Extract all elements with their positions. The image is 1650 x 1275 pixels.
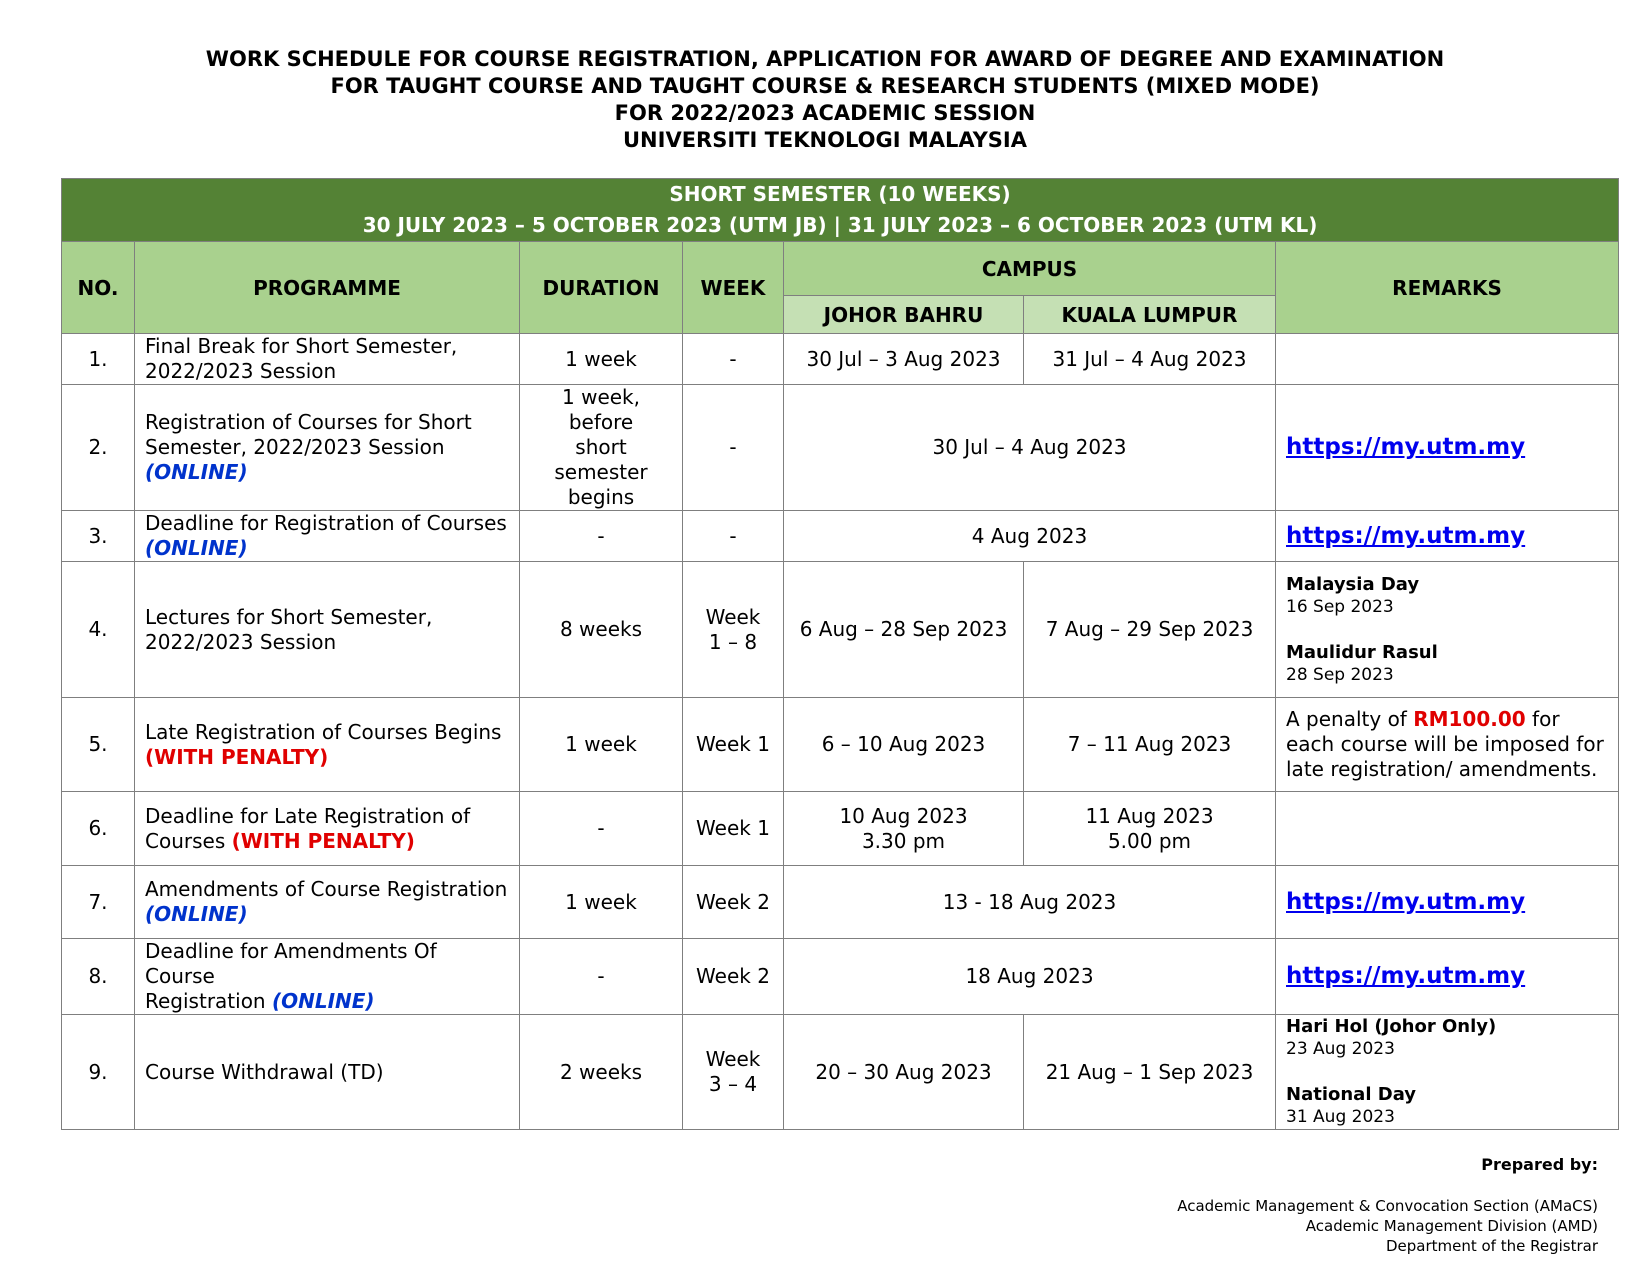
remarks-cell [1276,866,1619,939]
table-row [62,334,1619,385]
table-row [62,562,1619,698]
row-number: 1. [62,334,135,385]
jb-date-cell: 30 Jul – 3 Aug 2023 [784,334,1024,385]
remarks-cell [1276,385,1619,511]
online-tag: (ONLINE) [145,536,248,560]
duration-cell: 1 week [520,698,683,792]
online-tag: (ONLINE) [145,460,248,484]
week-cell: - [683,334,784,385]
jb-date-cell [784,792,1024,866]
programme-text: Deadline for Amendments Of Course [145,939,437,988]
programme-text: Late Registration of Courses Begins [145,719,502,744]
penalty-remark-text: A penalty of [1286,707,1414,731]
remarks-cell [1276,334,1619,385]
holiday-name: National Day [1286,1084,1417,1105]
header-johor-bahru: JOHOR BAHRU [784,296,1024,334]
utm-portal-link[interactable]: https://my.utm.my [1286,888,1526,915]
kl-date-cell: 7 Aug – 29 Sep 2023 [1024,562,1276,698]
remarks-cell [1276,1015,1619,1130]
programme-text: Amendments of Course Registration [145,877,508,901]
table-row [62,1015,1619,1130]
campus-date-cell: 18 Aug 2023 [784,939,1276,1015]
programme-text: Semester, 2022/2023 Session [145,435,445,459]
programme-cell [135,866,520,939]
duration-text: 1 week, before [562,385,640,434]
deadline-time: 5.00 pm [1107,828,1192,853]
prepared-by-section: Academic Management & Convocation Section (AMaCS) [1177,1197,1598,1215]
holiday-name: Hari Hol (Johor Only) [1286,1016,1497,1037]
programme-text: Registration of Courses for Short [145,410,472,434]
programme-text: 2022/2023 Session [145,629,337,654]
campus-date-cell: 4 Aug 2023 [784,511,1276,562]
remarks-cell [1276,511,1619,562]
kl-date-cell: 21 Aug – 1 Sep 2023 [1024,1015,1276,1130]
deadline-time: 3.30 pm [861,828,946,853]
week-cell: Week 2 [683,866,784,939]
duration-cell: 1 week [520,866,683,939]
prepared-by-block [1177,1196,1598,1256]
programme-cell [135,939,520,1015]
holiday-date: 31 Aug 2023 [1286,1107,1395,1127]
week-text: Week [705,1047,761,1071]
prepared-by-division: Academic Management Division (AMD) [1305,1217,1598,1235]
week-cell: - [683,385,784,511]
week-cell [683,1015,784,1130]
utm-portal-link[interactable]: https://my.utm.my [1286,522,1526,549]
header-programme: PROGRAMME [135,242,520,334]
programme-cell [135,334,520,385]
kl-date-cell: 31 Jul – 4 Aug 2023 [1024,334,1276,385]
header-kuala-lumpur: KUALA LUMPUR [1024,296,1276,334]
prepared-by-label: Prepared by: [1481,1155,1598,1174]
campus-date-cell: 30 Jul – 4 Aug 2023 [784,385,1276,511]
row-number: 6. [62,792,135,866]
title-line-1: WORK SCHEDULE FOR COURSE REGISTRATION, APPLICATION FOR AWARD OF DEGREE AND EXAMINATION [205,47,1445,71]
title-line-4: UNIVERSITI TEKNOLOGI MALAYSIA [623,128,1027,152]
week-text: 3 – 4 [708,1072,758,1096]
programme-text: Deadline for Late Registration of [145,803,471,828]
duration-cell: 2 weeks [520,1015,683,1130]
holiday-date: 23 Aug 2023 [1286,1039,1395,1059]
row-number: 7. [62,866,135,939]
week-cell [683,562,784,698]
holiday-date: 16 Sep 2023 [1286,596,1394,617]
duration-cell: - [520,511,683,562]
row-number: 8. [62,939,135,1015]
row-number: 5. [62,698,135,792]
programme-text: Courses [145,828,232,853]
week-cell: - [683,511,784,562]
programme-cell [135,385,520,511]
utm-portal-link[interactable]: https://my.utm.my [1286,963,1526,989]
remarks-cell [1276,562,1619,698]
row-number: 3. [62,511,135,562]
programme-text: Registration [145,989,272,1013]
schedule-table [61,178,1619,1130]
campus-date-cell: 13 - 18 Aug 2023 [784,866,1276,939]
programme-cell [135,698,520,792]
duration-cell: 1 week [520,334,683,385]
online-tag: (ONLINE) [271,989,375,1013]
semester-banner [62,179,1619,242]
row-number: 4. [62,562,135,698]
programme-text: 2022/2023 Session [145,359,337,383]
duration-cell: - [520,939,683,1015]
penalty-amount: RM100.00 [1413,707,1526,731]
table-row [62,939,1619,1015]
row-number: 2. [62,385,135,511]
deadline-date: 11 Aug 2023 [1085,803,1214,828]
jb-date-cell: 6 Aug – 28 Sep 2023 [784,562,1024,698]
semester-title: SHORT SEMESTER (10 WEEKS) [669,182,1011,206]
programme-text: Final Break for Short Semester, [145,334,458,358]
jb-date-cell: 6 – 10 Aug 2023 [784,698,1024,792]
week-cell: Week 1 [683,792,784,866]
table-row [62,511,1619,562]
jb-date-cell: 20 – 30 Aug 2023 [784,1015,1024,1130]
duration-cell: - [520,792,683,866]
duration-cell [520,385,683,511]
remarks-cell [1276,792,1619,866]
week-cell: Week 2 [683,939,784,1015]
remarks-cell [1276,939,1619,1015]
table-row [62,866,1619,939]
utm-portal-link[interactable]: https://my.utm.my [1286,434,1526,460]
online-tag: (ONLINE) [145,902,248,926]
header-duration: DURATION [520,242,683,334]
title-line-3: FOR 2022/2023 ACADEMIC SESSION [614,101,1036,125]
programme-cell [135,562,520,698]
penalty-tag: (WITH PENALTY) [145,744,329,769]
programme-cell [135,511,520,562]
document-title [0,46,1650,154]
week-cell: Week 1 [683,698,784,792]
kl-date-cell: 7 – 11 Aug 2023 [1024,698,1276,792]
header-remarks: REMARKS [1276,242,1619,334]
programme-text: Lectures for Short Semester, [145,604,433,629]
programme-cell: Course Withdrawal (TD) [135,1015,520,1130]
programme-text: Deadline for Registration of Courses [145,511,507,535]
semester-dates: 30 JULY 2023 – 5 OCTOBER 2023 (UTM JB) | 31 JULY 2023 – 6 OCTOBER 2023 (UTM KL) [362,213,1318,237]
penalty-tag: (WITH PENALTY) [231,828,415,853]
deadline-date: 10 Aug 2023 [839,803,968,828]
duration-cell: 8 weeks [520,562,683,698]
programme-cell [135,792,520,866]
table-row [62,698,1619,792]
duration-text: begins [567,485,635,509]
holiday-name: Maulidur Rasul [1286,641,1438,663]
week-text: 1 – 8 [708,629,758,654]
prepared-by-department: Department of the Registrar [1385,1237,1598,1255]
week-text: Week [705,604,761,629]
duration-text: short semester [554,435,648,484]
title-line-2: FOR TAUGHT COURSE AND TAUGHT COURSE & RESEARCH STUDENTS (MIXED MODE) [330,74,1320,98]
holiday-date: 28 Sep 2023 [1286,664,1394,685]
header-no: NO. [62,242,135,334]
header-campus: CAMPUS [784,242,1276,296]
table-row [62,792,1619,866]
penalty-remark-text: for each course will be imposed for late registration/ amendments. [1286,707,1604,781]
remarks-cell [1276,698,1619,792]
row-number: 9. [62,1015,135,1130]
kl-date-cell [1024,792,1276,866]
header-week: WEEK [683,242,784,334]
table-row [62,385,1619,511]
holiday-name: Malaysia Day [1286,573,1420,595]
